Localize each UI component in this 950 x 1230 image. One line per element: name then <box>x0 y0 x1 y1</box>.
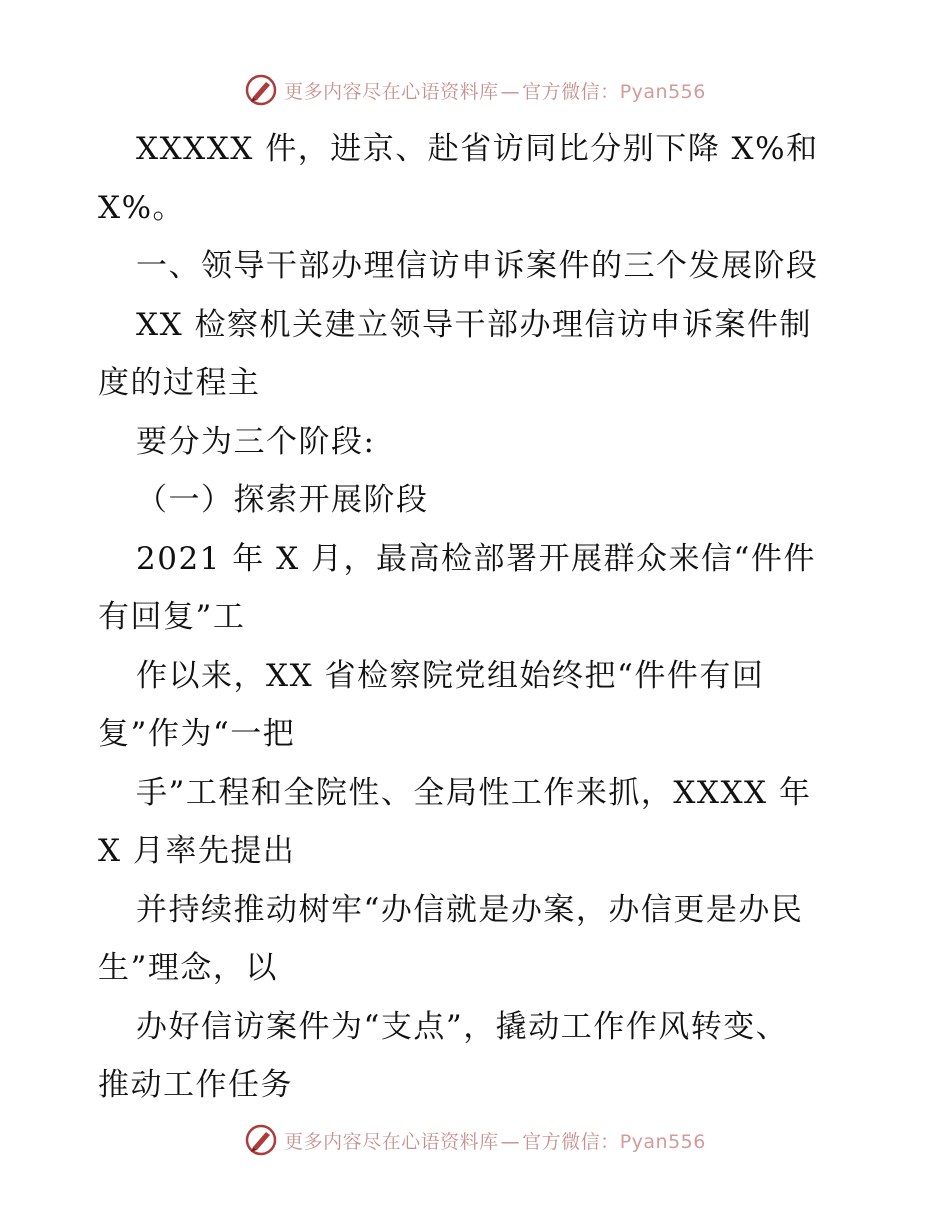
pen-circle-logo-icon <box>244 73 278 107</box>
banner-brand: 更多内容尽在心语资料库 <box>284 1130 499 1153</box>
text-line: 办好信访案件为“支点”，撬动工作作风转变、 <box>136 1008 789 1045</box>
banner-wechat-label: 官方微信： <box>522 1130 620 1153</box>
text-line: 度的过程主 <box>98 365 261 401</box>
text-line: 手”工程和全院性、全局性工作来抓，XXXX 年 <box>136 774 812 811</box>
text-line: 作以来，XX 省检察院党组始终把“件件有回 <box>136 657 765 694</box>
document-body <box>98 120 858 1115</box>
text-line: 并持续推动树牢“办信就是办案，办信更是办民 <box>136 891 804 928</box>
text-line: 有回复”工 <box>98 599 246 635</box>
banner-wechat-id: Pyan556 <box>619 80 706 103</box>
text-line: 生”理念，以 <box>98 950 278 986</box>
subsection-heading: （一）探索开展阶段 <box>136 482 429 518</box>
banner-separator: — <box>500 80 521 103</box>
banner-text <box>284 1127 706 1154</box>
text-line: XX 检察机关建立领导干部办理信访申诉案件制 <box>136 306 812 343</box>
text-line: 复”作为“一把 <box>98 716 296 752</box>
text-line: X%。 <box>98 189 186 226</box>
text-line: 推动工作任务 <box>98 1067 293 1103</box>
banner-text <box>284 77 706 104</box>
banner-brand: 更多内容尽在心语资料库 <box>284 80 499 103</box>
banner-wechat-label: 官方微信： <box>522 80 620 103</box>
banner-wechat-id: Pyan556 <box>619 1130 706 1153</box>
banner-separator: — <box>500 1130 521 1153</box>
text-line: 2021 年 X 月，最高检部署开展群众来信“件件 <box>136 540 816 577</box>
section-heading: 一、领导干部办理信访申诉案件的三个发展阶段 <box>136 248 819 284</box>
footer-banner <box>0 1120 950 1160</box>
text-line: XXXXX 件，进京、赴省访同比分别下降 X%和 <box>136 131 819 167</box>
text-line: X 月率先提出 <box>98 833 296 869</box>
pen-circle-logo-icon <box>244 1123 278 1157</box>
header-banner <box>0 70 950 110</box>
text-line: 要分为三个阶段: <box>136 423 376 460</box>
